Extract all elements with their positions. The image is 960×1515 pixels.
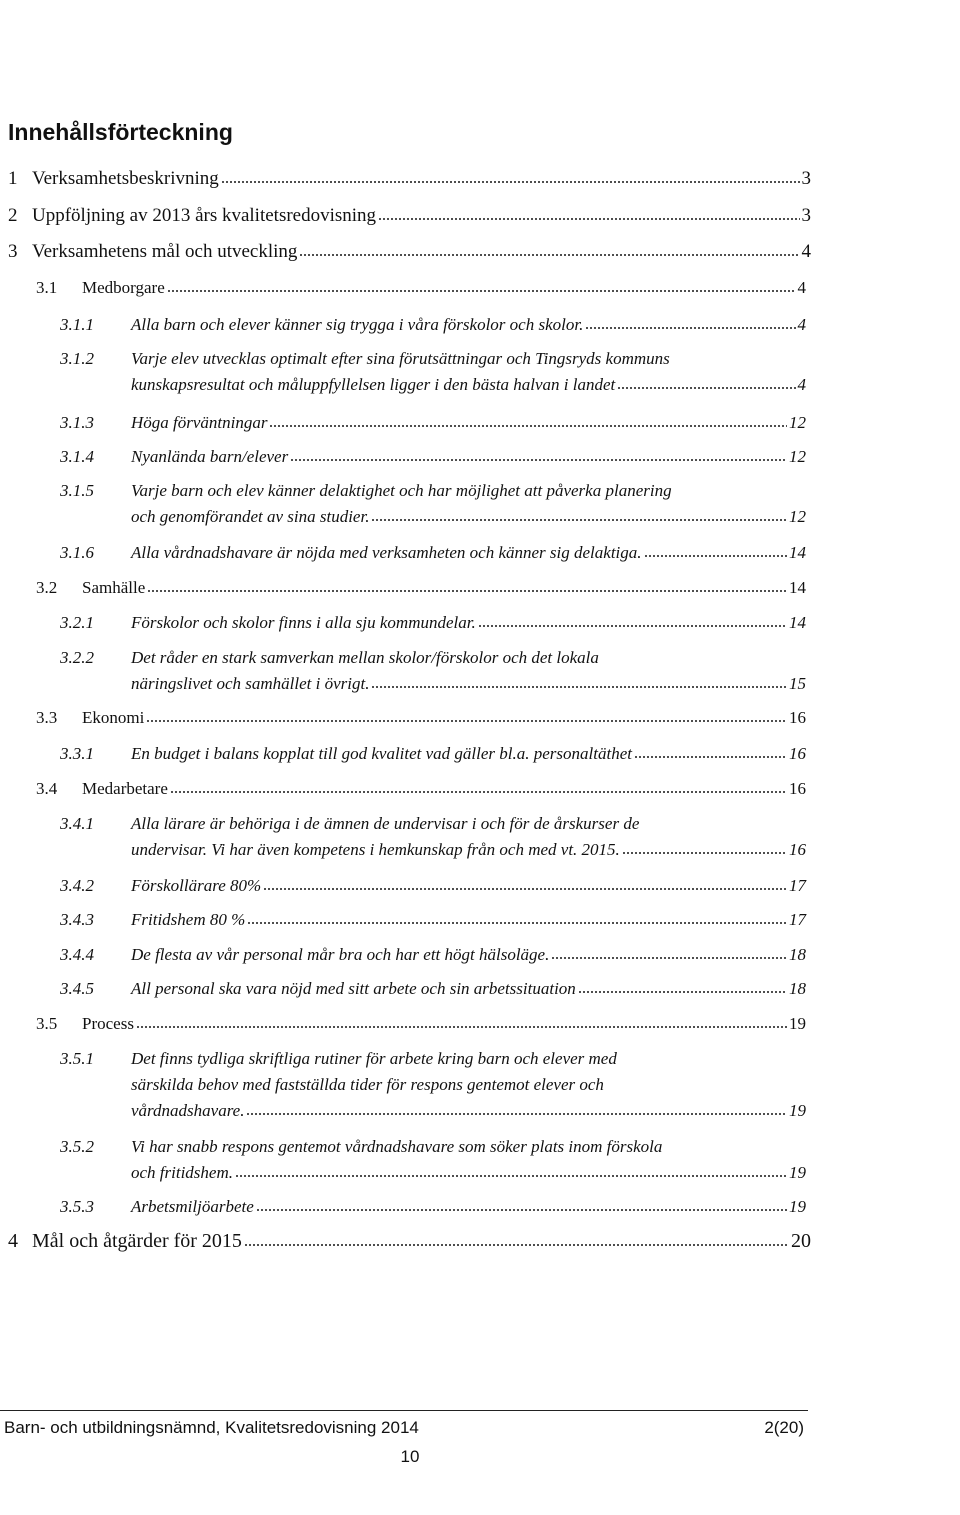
toc-entry-leader-row bbox=[131, 410, 806, 436]
toc-entry-leader-row bbox=[82, 576, 806, 600]
toc-entry-leader-row bbox=[131, 540, 806, 566]
toc-entry-page: 19 bbox=[789, 1163, 806, 1182]
toc-entry-title-line: Samhälle bbox=[82, 578, 146, 597]
dot-leader bbox=[246, 1113, 787, 1115]
toc-heading: Innehållsförteckning bbox=[8, 119, 233, 145]
toc-entry-page: 20 bbox=[791, 1230, 811, 1252]
toc-entry-leader-row bbox=[131, 1160, 806, 1186]
toc-entry-page: 14 bbox=[789, 613, 806, 632]
toc-entry-title-line: Varje elev utvecklas optimalt efter sina förutsättningar och Tingsryds kommuns bbox=[131, 349, 670, 368]
toc-entry-leader-row bbox=[82, 706, 806, 730]
toc-entry-number: 3.1.1 bbox=[60, 315, 94, 334]
dot-leader bbox=[378, 218, 799, 220]
dot-leader bbox=[622, 852, 787, 854]
toc-entry-title bbox=[82, 1012, 806, 1036]
toc-entry-page: 3 bbox=[801, 205, 811, 226]
toc-entry-title bbox=[131, 478, 806, 530]
footer-rule bbox=[0, 1410, 808, 1411]
dot-leader bbox=[578, 991, 787, 993]
toc-entry-title-line: Medarbetare bbox=[82, 779, 168, 798]
dot-leader bbox=[247, 922, 787, 924]
toc-entry-title-line: Nyanlända barn/elever bbox=[131, 447, 289, 466]
toc-entry-title bbox=[131, 873, 806, 899]
toc-entry-title-line: En budget i balans kopplat till god kvalitet vad gäller bl.a. personaltäthet bbox=[131, 744, 632, 763]
dot-leader bbox=[147, 590, 787, 592]
toc-entry-page: 18 bbox=[789, 945, 806, 964]
toc-entry-page: 4 bbox=[797, 375, 806, 394]
toc-entry-number: 3.5.2 bbox=[60, 1137, 94, 1156]
toc-entry-leader-row bbox=[131, 741, 806, 767]
dot-leader bbox=[221, 181, 800, 183]
toc-entry-number: 3.3 bbox=[36, 708, 58, 727]
toc-entry-number: 3.1.5 bbox=[60, 481, 94, 500]
toc-entry-number: 3.1.3 bbox=[60, 413, 94, 432]
toc-entry-leader-row bbox=[131, 671, 806, 697]
toc-entry-title-line: Verksamhetens mål och utveckling bbox=[32, 241, 298, 262]
toc-entry-number: 2 bbox=[8, 205, 18, 226]
toc-entry-page: 14 bbox=[789, 578, 806, 597]
toc-entry-title bbox=[131, 1046, 806, 1124]
toc-entry-title bbox=[82, 777, 806, 801]
toc-entry-number: 3.4.4 bbox=[60, 945, 94, 964]
toc-entry-title bbox=[82, 576, 806, 600]
toc-entry-title bbox=[131, 410, 806, 436]
toc-entry-title-line: Medborgare bbox=[82, 278, 165, 297]
toc-entry-leader-row bbox=[131, 504, 806, 530]
footer-document-title: Barn- och utbildningsnämnd, Kvalitetsredovisning 2014 bbox=[4, 1418, 419, 1437]
dot-leader bbox=[235, 1175, 787, 1177]
dot-leader bbox=[269, 425, 787, 427]
toc-entry-title-line: och fritidshem. bbox=[131, 1163, 233, 1182]
toc-entry-title bbox=[32, 167, 811, 191]
toc-entry-number: 3.4.2 bbox=[60, 876, 94, 895]
toc-entry-leader-row bbox=[131, 976, 806, 1002]
dot-leader bbox=[478, 625, 787, 627]
toc-entry-leader-row bbox=[131, 312, 806, 338]
toc-entry-title-line: Fritidshem 80 % bbox=[131, 910, 246, 929]
toc-entry-leader-row bbox=[32, 240, 811, 264]
dot-leader bbox=[146, 720, 787, 722]
toc-entry-number: 3.1.2 bbox=[60, 349, 94, 368]
toc-entry-number: 3.1.4 bbox=[60, 447, 94, 466]
toc-entry-title bbox=[131, 942, 806, 968]
toc-entry-leader-row bbox=[131, 873, 806, 899]
toc-entry-title-line: Det råder en stark samverkan mellan skolor/förskolor och det lokala bbox=[131, 648, 599, 667]
toc-entry-title-line: Uppföljning av 2013 års kvalitetsredovisning bbox=[32, 205, 377, 226]
toc-entry-title-line: Vi har snabb respons gentemot vårdnadshavare som söker plats inom förskola bbox=[131, 1137, 663, 1156]
dot-leader bbox=[290, 459, 787, 461]
toc-entry-page: 17 bbox=[789, 876, 806, 895]
toc-entry-leader-row bbox=[131, 837, 806, 863]
dot-leader bbox=[136, 1026, 787, 1028]
toc-entry-title bbox=[131, 811, 806, 863]
toc-entry-title bbox=[131, 444, 806, 470]
dot-leader bbox=[263, 888, 787, 890]
toc-entry-number: 3.5 bbox=[36, 1014, 58, 1033]
toc-entry-page: 12 bbox=[789, 413, 806, 432]
toc-entry-page: 4 bbox=[797, 278, 806, 297]
toc-entry-title-line: särskilda behov med fastställda tider för respons gentemot elever och bbox=[131, 1075, 604, 1094]
dot-leader bbox=[617, 387, 795, 389]
dot-leader bbox=[371, 519, 787, 521]
toc-entry-number: 3.2.1 bbox=[60, 613, 94, 632]
page-number: 10 bbox=[400, 1447, 420, 1466]
toc-entry-leader-row bbox=[131, 942, 806, 968]
toc-entry-title-line: Alla vårdnadshavare är nöjda med verksamheten och känner sig delaktiga. bbox=[131, 543, 642, 562]
toc-entry-number: 3.2 bbox=[36, 578, 58, 597]
toc-entry-title-line: De flesta av vår personal mår bra och har ett högt hälsoläge. bbox=[131, 945, 550, 964]
toc-entry-page: 3 bbox=[801, 168, 811, 189]
toc-entry-title-line: Alla barn och elever känner sig trygga i våra förskolor och skolor. bbox=[131, 315, 584, 334]
toc-entry-title-line: Ekonomi bbox=[82, 708, 145, 727]
dot-leader bbox=[256, 1209, 787, 1211]
toc-entry-page: 16 bbox=[789, 840, 806, 859]
toc-entry-title-line: Förskollärare 80% bbox=[131, 876, 262, 895]
toc-entry-leader-row bbox=[131, 372, 806, 398]
toc-entry-title bbox=[131, 976, 806, 1002]
toc-entry-page: 15 bbox=[789, 674, 806, 693]
toc-entry-title-line: näringslivet och samhället i övrigt. bbox=[131, 674, 370, 693]
toc-entry-title-line: Alla lärare är behöriga i de ämnen de undervisar i och för de årskurser de bbox=[131, 814, 640, 833]
toc-entry-number: 3.1 bbox=[36, 278, 58, 297]
toc-entry-number: 3.1.6 bbox=[60, 543, 94, 562]
toc-entry-title-line: Varje barn och elev känner delaktighet och har möjlighet att påverka planering bbox=[131, 481, 672, 500]
dot-leader bbox=[585, 327, 795, 329]
toc-entry-page: 19 bbox=[789, 1014, 806, 1033]
toc-entry-number: 1 bbox=[8, 168, 18, 189]
toc-entry-number: 3.5.3 bbox=[60, 1197, 94, 1216]
toc-entry-number: 3.4.1 bbox=[60, 814, 94, 833]
toc-entry-title bbox=[131, 907, 806, 933]
toc-entry-page: 4 bbox=[797, 315, 806, 334]
toc-entry-title-line: vårdnadshavare. bbox=[131, 1101, 245, 1120]
dot-leader bbox=[551, 957, 787, 959]
toc-entry-title-line: Arbetsmiljöarbete bbox=[131, 1197, 254, 1216]
toc-entry-title bbox=[131, 1194, 806, 1220]
toc-entry-number: 3.4.3 bbox=[60, 910, 94, 929]
toc-entry-leader-row bbox=[82, 777, 806, 801]
toc-entry-title bbox=[131, 540, 806, 566]
toc-entry-page: 19 bbox=[789, 1197, 806, 1216]
toc-entry-title-line: undervisar. Vi har även kompetens i hemkunskap från och med vt. 2015. bbox=[131, 840, 620, 859]
toc-entry-title-line: Förskolor och skolor finns i alla sju kommundelar. bbox=[131, 613, 476, 632]
toc-entry-page: 14 bbox=[789, 543, 806, 562]
toc-entry-title bbox=[32, 240, 811, 264]
toc-entry-title bbox=[131, 741, 806, 767]
toc-entry-number: 3.3.1 bbox=[60, 744, 94, 763]
toc-entry-title bbox=[32, 204, 811, 228]
toc-entry-leader-row bbox=[131, 907, 806, 933]
toc-entry-number: 3.5.1 bbox=[60, 1049, 94, 1068]
toc-entry-page: 16 bbox=[789, 708, 806, 727]
toc-entry-page: 12 bbox=[789, 507, 806, 526]
dot-leader bbox=[170, 791, 787, 793]
toc-entry-title bbox=[131, 346, 806, 398]
toc-entry-title bbox=[131, 610, 806, 636]
dot-leader bbox=[244, 1244, 789, 1246]
toc-entry-number: 3 bbox=[8, 241, 18, 262]
toc-entry-title bbox=[131, 312, 806, 338]
toc-entry-title-line: Höga förväntningar bbox=[131, 413, 268, 432]
toc-entry-leader-row bbox=[131, 1194, 806, 1220]
toc-entry-page: 17 bbox=[789, 910, 806, 929]
toc-entry-leader-row bbox=[32, 204, 811, 228]
toc-entry-page: 4 bbox=[801, 241, 811, 262]
toc-entry-number: 3.4.5 bbox=[60, 979, 94, 998]
toc-entry-title-line: Verksamhetsbeskrivning bbox=[32, 168, 219, 189]
toc-entry-title bbox=[82, 276, 806, 300]
toc-entry-number: 3.2.2 bbox=[60, 648, 94, 667]
toc-entry-title bbox=[32, 1229, 811, 1253]
toc-entry-page: 16 bbox=[789, 779, 806, 798]
toc-entry-page: 18 bbox=[789, 979, 806, 998]
toc-entry-title-line: och genomförandet av sina studier. bbox=[131, 507, 370, 526]
toc-entry-leader-row bbox=[131, 444, 806, 470]
toc-entry-leader-row bbox=[82, 1012, 806, 1036]
toc-entry-title-line: Process bbox=[82, 1014, 134, 1033]
toc-entry-leader-row bbox=[32, 1229, 811, 1253]
toc-entry-title-line: All personal ska vara nöjd med sitt arbete och sin arbetssituation bbox=[131, 979, 576, 998]
toc-entry-page: 19 bbox=[789, 1101, 806, 1120]
toc-entry-leader-row bbox=[32, 167, 811, 191]
toc-entry-title-line: Det finns tydliga skriftliga rutiner för arbete kring barn och elever med bbox=[131, 1049, 617, 1068]
toc-entry-title bbox=[131, 645, 806, 697]
toc-entry-title-line: kunskapsresultat och måluppfyllelsen ligger i den bästa halvan i landet bbox=[131, 375, 616, 394]
dot-leader bbox=[644, 555, 787, 557]
dot-leader bbox=[167, 290, 796, 292]
footer-page-count: 2(20) bbox=[764, 1418, 804, 1437]
toc-entry-title bbox=[82, 706, 806, 730]
dot-leader bbox=[371, 686, 787, 688]
toc-entry-leader-row bbox=[131, 1098, 806, 1124]
toc-entry-leader-row bbox=[82, 276, 806, 300]
toc-entry-page: 12 bbox=[789, 447, 806, 466]
dot-leader bbox=[299, 254, 799, 256]
toc-entry-number: 4 bbox=[8, 1230, 18, 1252]
toc-entry-number: 3.4 bbox=[36, 779, 58, 798]
toc-entry-leader-row bbox=[131, 610, 806, 636]
toc-entry-page: 16 bbox=[789, 744, 806, 763]
toc-entry-title-line: Mål och åtgärder för 2015 bbox=[32, 1230, 242, 1252]
toc-entry-title bbox=[131, 1134, 806, 1186]
dot-leader bbox=[634, 756, 787, 758]
